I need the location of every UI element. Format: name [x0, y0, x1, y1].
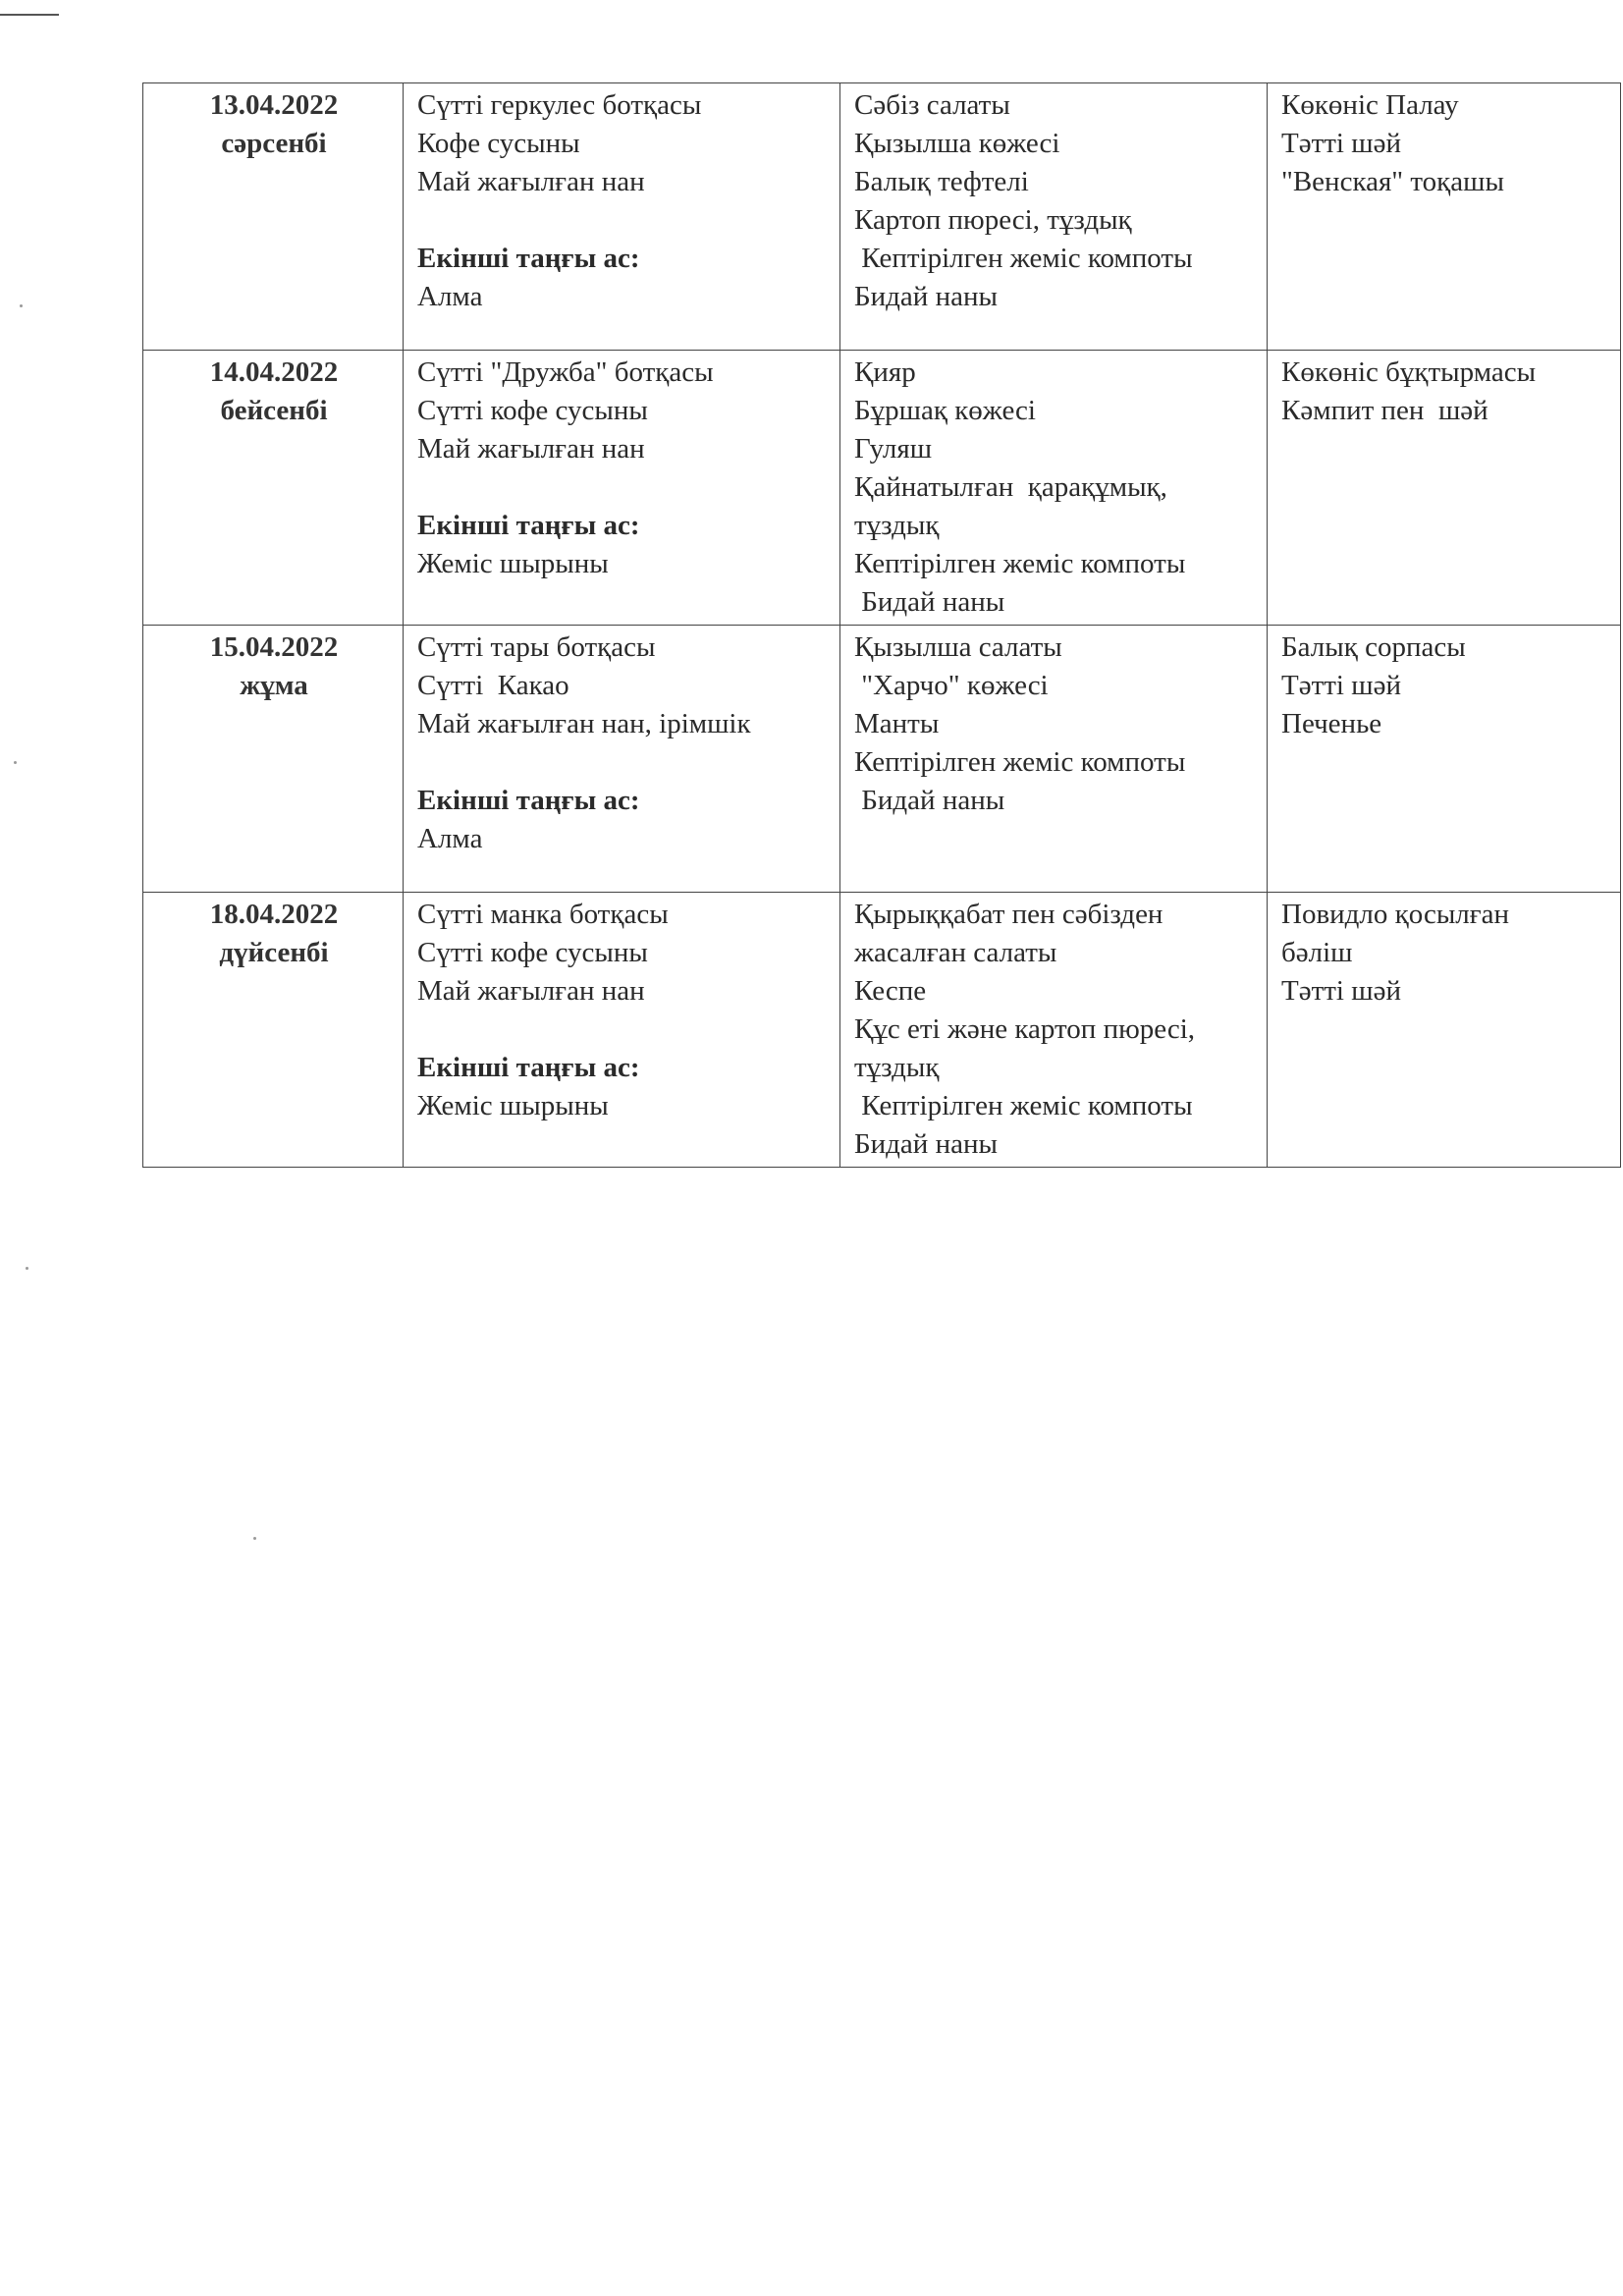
weekday-label: бейсенбі — [220, 395, 328, 426]
dinner-item: бәліш — [1281, 937, 1353, 968]
breakfast-item: Сүтті манка ботқасы — [417, 899, 669, 930]
lunch-item: тұздық — [854, 1052, 940, 1083]
dinner-item: Печенье — [1281, 708, 1382, 739]
date-label: 13.04.2022 — [209, 89, 339, 121]
lunch-item: Манты — [854, 708, 940, 739]
dinner-cell — [1268, 351, 1621, 626]
spacer — [417, 468, 828, 507]
second-breakfast-item: Алма — [417, 823, 483, 854]
lunch-item: Кептірілген жеміс компоты — [854, 548, 1186, 579]
second-breakfast-item: Жеміс шырыны — [417, 1090, 609, 1121]
table-row — [143, 893, 1621, 1168]
scan-speck — [20, 304, 23, 307]
spacer — [417, 1011, 828, 1049]
lunch-item: Балық тефтелі — [854, 166, 1029, 197]
breakfast-item: Сүтті "Дружба" ботқасы — [417, 356, 714, 388]
dinner-item: Тәтті шәй — [1281, 128, 1401, 159]
lunch-item: Қайнатылған қарақұмық, — [854, 471, 1167, 503]
lunch-cell — [840, 626, 1268, 893]
second-breakfast-label: Екінші таңғы ас: — [417, 1052, 640, 1083]
lunch-cell — [840, 351, 1268, 626]
breakfast-item: Май жағылған нан, ірімшік — [417, 708, 751, 739]
weekday-label: сәрсенбі — [221, 128, 327, 159]
breakfast-item: Сүтті кофе сусыны — [417, 937, 648, 968]
lunch-item: Кептірілген жеміс компоты — [854, 746, 1186, 778]
menu-table-body — [143, 83, 1621, 1168]
breakfast-item: Кофе сусыны — [417, 128, 580, 159]
scan-speck — [253, 1537, 256, 1540]
lunch-item: "Харчо" көжесі — [854, 670, 1049, 701]
spacer — [417, 201, 828, 240]
lunch-item: Бидай наны — [854, 281, 998, 312]
dinner-cell — [1268, 893, 1621, 1168]
lunch-item: Картоп пюресі, тұздық — [854, 204, 1132, 236]
lunch-item: Бидай наны — [854, 586, 1005, 618]
table-row — [143, 83, 1621, 351]
lunch-cell — [840, 893, 1268, 1168]
breakfast-cell — [404, 893, 840, 1168]
breakfast-item: Сүтті кофе сусыны — [417, 395, 648, 426]
breakfast-item: Май жағылған нан — [417, 166, 645, 197]
scan-speck — [14, 761, 17, 764]
dinner-cell — [1268, 626, 1621, 893]
weekday-label: жұма — [240, 670, 308, 701]
dinner-item: Кәмпит пен шәй — [1281, 395, 1488, 426]
date-label: 15.04.2022 — [209, 631, 339, 663]
day-cell — [143, 83, 404, 351]
lunch-item: Бидай наны — [854, 1128, 998, 1160]
dinner-item: "Венская" тоқашы — [1281, 166, 1504, 197]
lunch-item: Қырыққабат пен сәбізден — [854, 899, 1163, 930]
table-row — [143, 351, 1621, 626]
second-breakfast-item: Алма — [417, 281, 483, 312]
lunch-item: Бұршақ көжесі — [854, 395, 1036, 426]
scan-corner-mark — [0, 14, 59, 16]
lunch-item: Сәбіз салаты — [854, 89, 1010, 121]
lunch-item: тұздық — [854, 510, 940, 541]
lunch-item: жасалған салаты — [854, 937, 1057, 968]
breakfast-item: Сүтті геркулес ботқасы — [417, 89, 702, 121]
day-cell — [143, 351, 404, 626]
breakfast-cell — [404, 351, 840, 626]
dinner-item: Тәтті шәй — [1281, 670, 1401, 701]
dinner-item: Повидло қосылған — [1281, 899, 1510, 930]
menu-table — [142, 82, 1621, 1168]
dinner-item: Көкөніс Палау — [1281, 89, 1459, 121]
lunch-item: Кеспе — [854, 975, 927, 1007]
table-row — [143, 626, 1621, 893]
breakfast-item: Май жағылған нан — [417, 975, 645, 1007]
dinner-item: Көкөніс бұқтырмасы — [1281, 356, 1537, 388]
breakfast-item: Сүтті Какао — [417, 670, 569, 701]
breakfast-cell — [404, 626, 840, 893]
dinner-item: Тәтті шәй — [1281, 975, 1401, 1007]
date-label: 14.04.2022 — [209, 356, 339, 388]
breakfast-item: Май жағылған нан — [417, 433, 645, 465]
breakfast-cell — [404, 83, 840, 351]
lunch-item: Қияр — [854, 356, 916, 388]
lunch-item: Бидай наны — [854, 785, 1005, 816]
second-breakfast-label: Екінші таңғы ас: — [417, 510, 640, 541]
date-label: 18.04.2022 — [209, 899, 339, 930]
weekday-label: дүйсенбі — [219, 937, 329, 968]
dinner-item: Балық сорпасы — [1281, 631, 1466, 663]
lunch-item: Қызылша көжесі — [854, 128, 1060, 159]
second-breakfast-label: Екінші таңғы ас: — [417, 243, 640, 274]
lunch-item: Қызылша салаты — [854, 631, 1062, 663]
lunch-item: Құс еті және картоп пюресі, — [854, 1013, 1196, 1045]
lunch-item: Гуляш — [854, 433, 933, 465]
day-cell — [143, 893, 404, 1168]
scan-speck — [26, 1267, 28, 1270]
day-cell — [143, 626, 404, 893]
lunch-cell — [840, 83, 1268, 351]
second-breakfast-label: Екінші таңғы ас: — [417, 785, 640, 816]
dinner-cell — [1268, 83, 1621, 351]
spacer — [417, 743, 828, 782]
breakfast-item: Сүтті тары ботқасы — [417, 631, 656, 663]
second-breakfast-item: Жеміс шырыны — [417, 548, 609, 579]
lunch-item: Кептірілген жеміс компоты — [854, 1090, 1193, 1121]
lunch-item: Кептірілген жеміс компоты — [854, 243, 1193, 274]
